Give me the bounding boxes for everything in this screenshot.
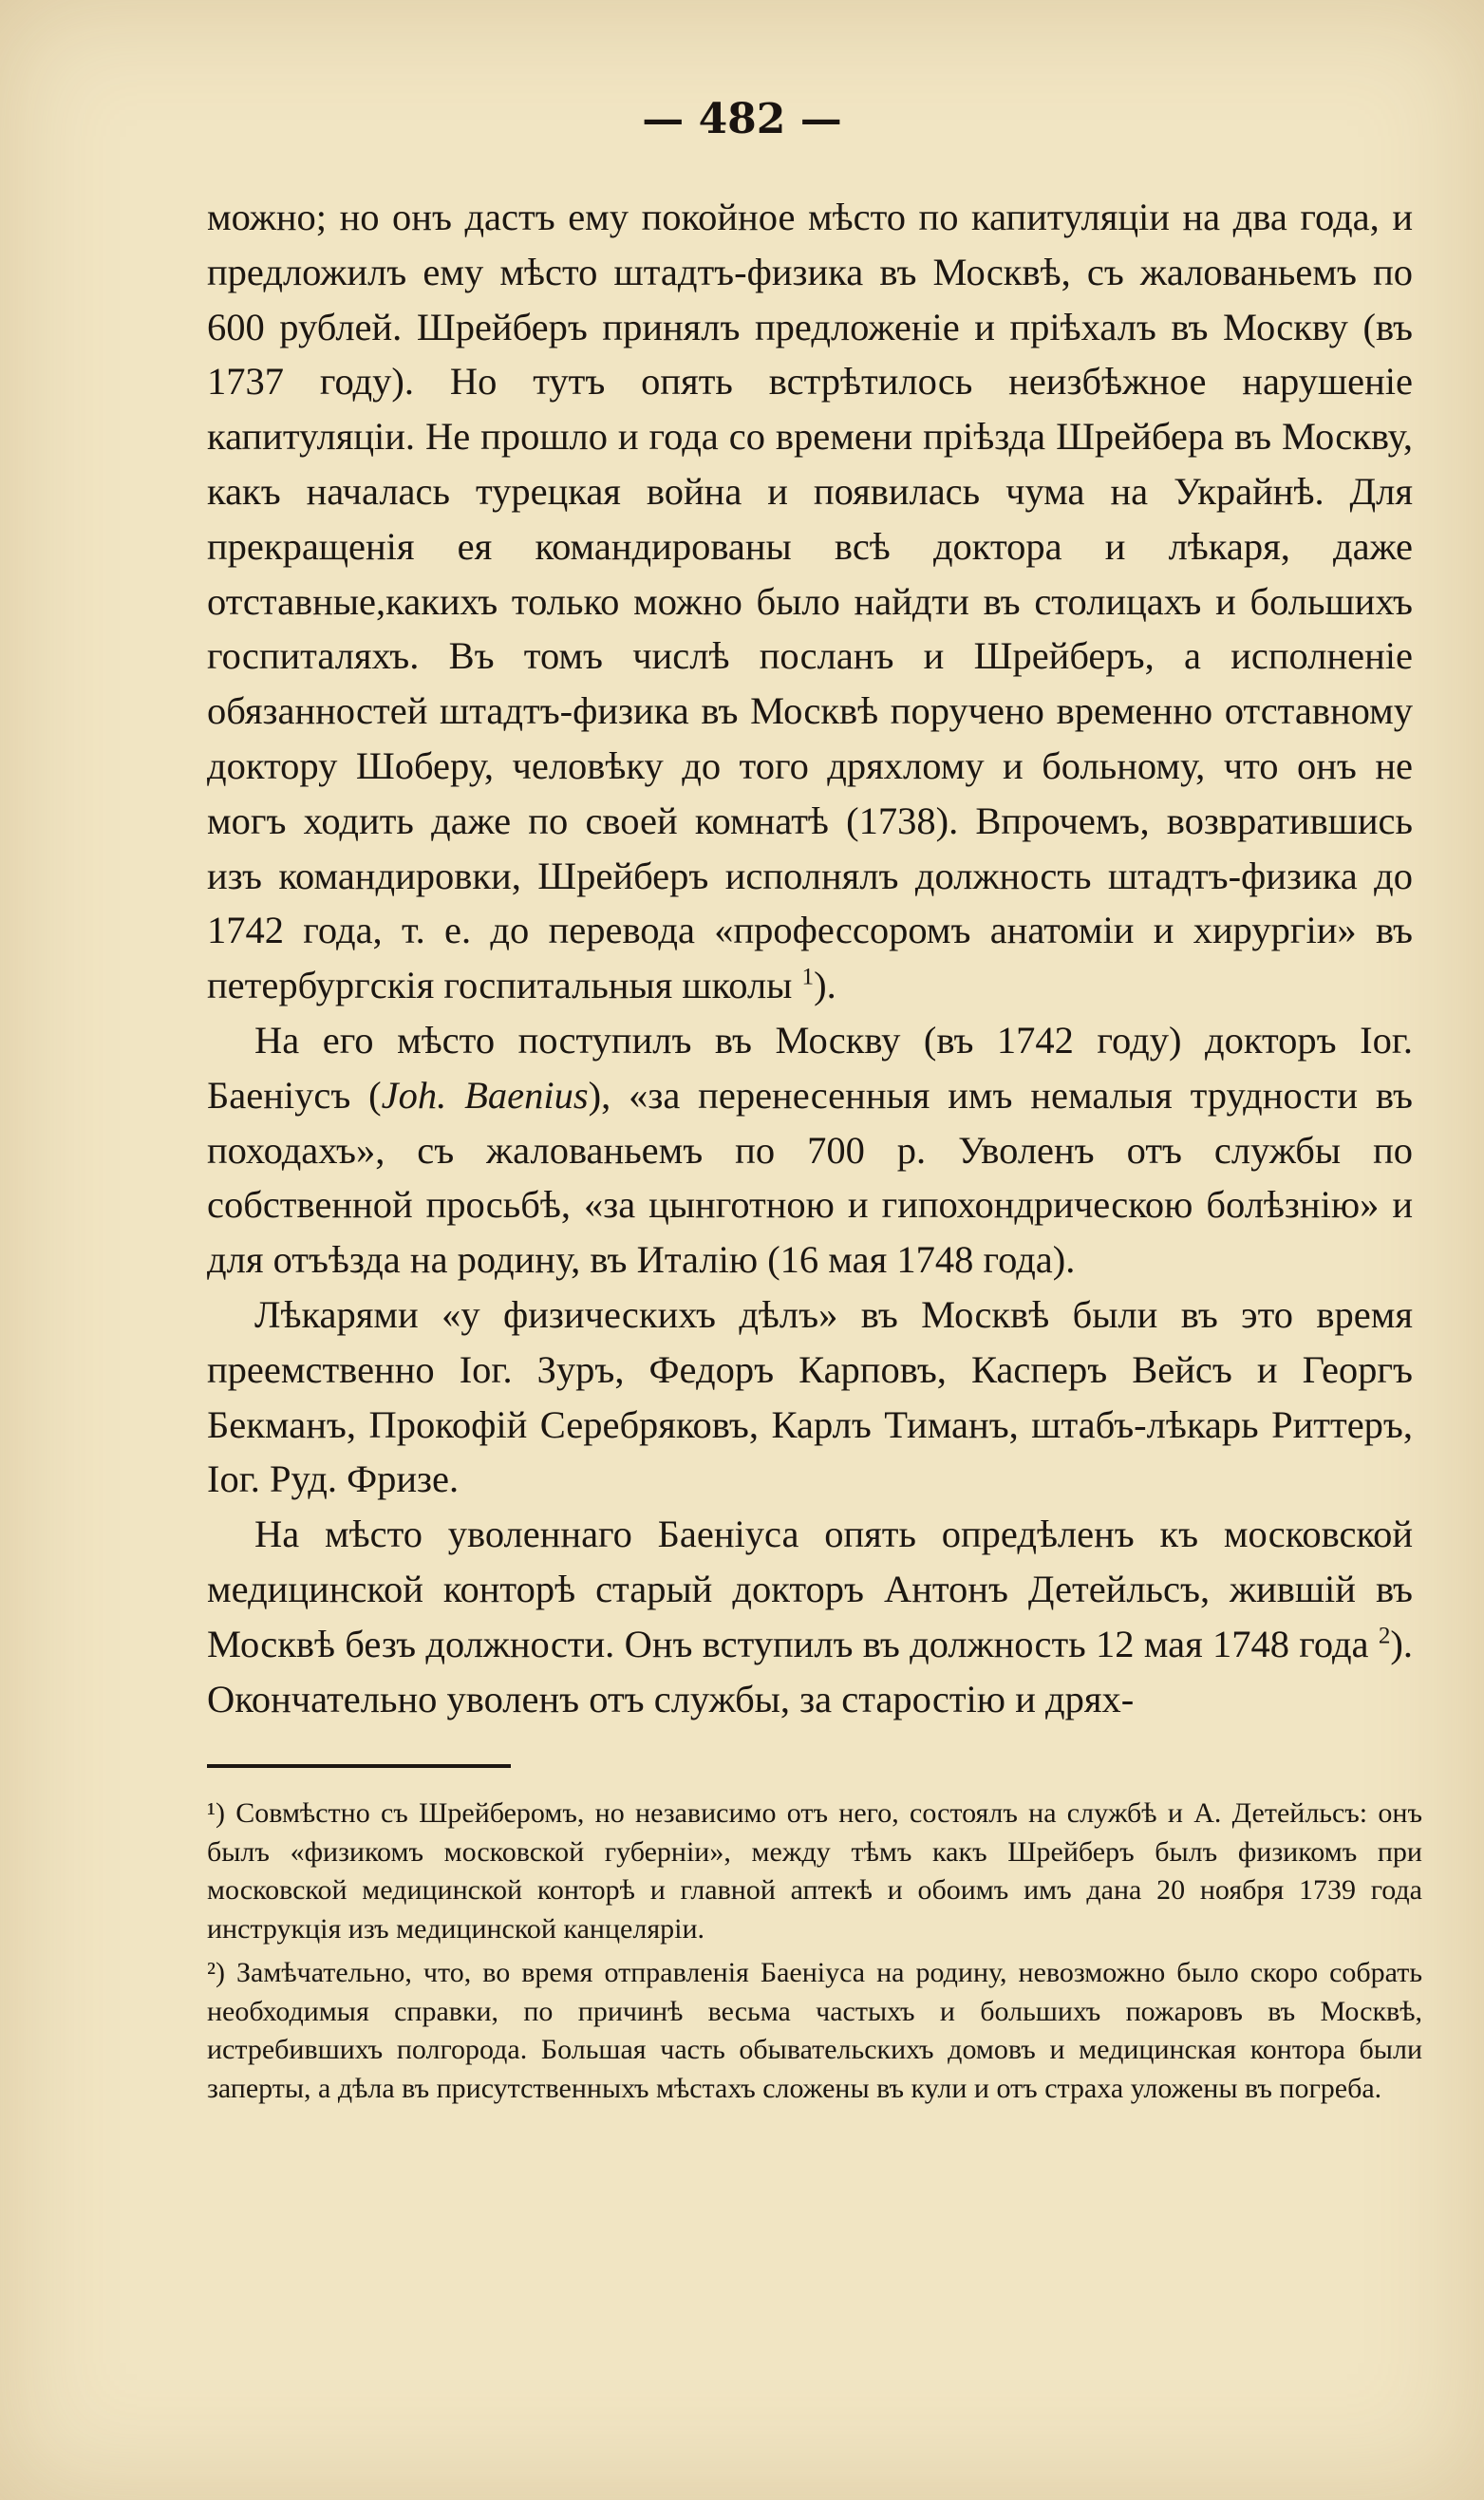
paragraph-1 xyxy=(207,190,1413,1013)
footnote-ref-1: 1 xyxy=(801,964,815,990)
paragraph-4 xyxy=(207,1507,1413,1726)
footnotes xyxy=(207,1795,1422,2114)
footnote-2-marker: ²) xyxy=(207,1957,225,1988)
footnote-2-text: Замѣчательно, что, во время отправленія Баеніуса на родину, невозможно было скоро собрать необходимыя справки, по причинѣ весьма частыхъ и большихъ пожаровъ въ Москвѣ, истребившихъ полгорода. Большая часть обывательскихъ домовъ и медицинская контора были заперты, а дѣла въ присутственныхъ мѣстахъ сложены въ кули и отъ страха уложены въ погреба. xyxy=(207,1957,1423,2104)
paragraph-2 xyxy=(207,1013,1413,1288)
latin-name: Joh. Baenius xyxy=(381,1073,589,1117)
footnote-2 xyxy=(207,1954,1422,2108)
paragraph-2-start: На его мѣсто поступилъ въ Москву (въ 1742 году) докторъ Іог. Баеніусъ ( xyxy=(207,1018,1413,1117)
main-text xyxy=(207,190,1413,1726)
footnote-ref-2: 2 xyxy=(1378,1623,1391,1649)
page-number: — 482 — xyxy=(642,95,842,143)
footnote-1 xyxy=(207,1795,1422,1948)
paragraph-1-text: можно; но онъ дастъ ему покойное мѣсто по капитуляціи на два года, и предложилъ ему мѣсто штадтъ-физика въ Москвѣ, съ жалованьемъ по 600 рублей. Шрейберъ принялъ предложеніе и пріѣхалъ въ Москву (въ 1737 году). Но тутъ опять встрѣтилось неизбѣжное нарушеніе капитуляціи. Не прошло и года со времени пріѣзда Шрейбера въ Москву, какъ началась турецкая война и появилась чума на Украйнѣ. Для прекращенія ея командированы всѣ доктора и лѣкаря, даже отставные,какихъ только можно было найдти въ столицахъ и большихъ госпиталяхъ. Въ томъ числѣ посланъ и Шрейберъ, а исполненіе обязанностей штадтъ-физика въ Москвѣ поручено временно отставному доктору Шоберу, человѣку до того дряхлому и больному, что онъ не могъ ходить даже по своей комнатѣ (1738). Впрочемъ, возвратившись изъ командировки, Шрейберъ исполнялъ должность штадтъ-физика до 1742 года, т. е. до перевода «профессоромъ анатоміи и хирургіи» въ петербургскія госпитальныя школы xyxy=(207,196,1413,1007)
footnote-1-marker: ¹) xyxy=(207,1797,225,1829)
paragraph-2-rest: ), «за перенесенныя имъ немалыя трудности въ походахъ», съ жалованьемъ по 700 р. Уволенъ отъ службы по собственной просьбѣ, «за цынготною и гипохондрическою болѣзнію» и для отъѣзда на родину, въ Италію (16 мая 1748 года). xyxy=(207,1073,1413,1282)
paragraph-4-text: На мѣсто уволеннаго Баеніуса опять опредѣленъ къ московской медицинской конторѣ старый докторъ Антонъ Детейльсъ, жившій въ Москвѣ безъ должности. Онъ вступилъ въ должность 12 мая 1748 года xyxy=(207,1513,1413,1665)
paragraph-1-end: ). xyxy=(814,964,836,1007)
footnote-divider xyxy=(207,1764,511,1768)
paragraph-4-end: ). Окончательно уволенъ отъ службы, за старостію и дрях- xyxy=(207,1622,1413,1720)
footnote-1-text: Совмѣстно съ Шрейберомъ, но независимо отъ него, состоялъ на службѣ и А. Детейльсъ: онъ былъ «физикомъ московской губерніи», между тѣмъ какъ Шрейберъ былъ физикомъ при московской медицинской конторѣ и главной аптекѣ и обоимъ имъ дана 20 ноября 1739 года инструкція изъ медицинской канцеляріи. xyxy=(207,1797,1422,1945)
paragraph-3: Лѣкарями «у физическихъ дѣлъ» въ Москвѣ были въ это время преемственно Іог. Зуръ, Федоръ Карповъ, Касперъ Вейсъ и Георгъ Бекманъ, Прокофій Серебряковъ, Карлъ Тиманъ, штабъ-лѣкарь Риттеръ, Іог. Руд. Фризе. xyxy=(207,1292,1413,1501)
